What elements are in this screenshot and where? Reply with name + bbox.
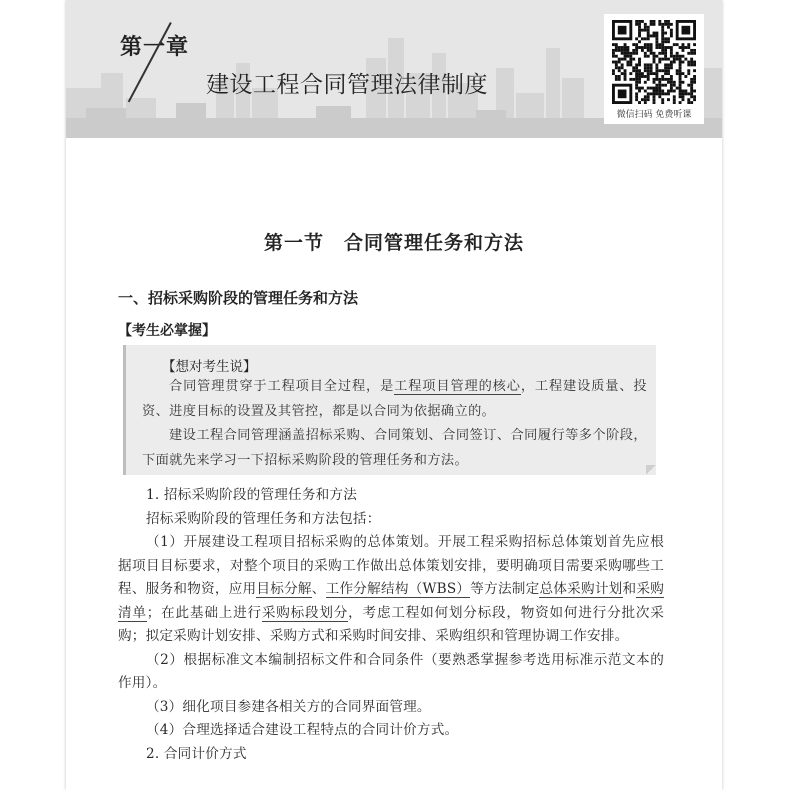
underlined-term: 工程项目管理的核心 (394, 379, 521, 394)
page-curl-corner (646, 465, 656, 475)
paragraph: （4）合理选择适合建设工程特点的合同计价方式。 (146, 722, 459, 738)
tip-box (123, 345, 656, 475)
qr-code-icon[interactable] (612, 20, 696, 104)
heading-must-master: 【考生必掌握】 (118, 323, 216, 339)
chapter-header (66, 0, 722, 138)
tip-paragraph: 合同管理贯穿于工程项目全过程，是工程项目管理的核心，工程建设质量、投资、进度目标的设置及其管控，都是以合同为依据确立的。 (142, 379, 647, 419)
tip-box-text (142, 375, 647, 473)
chapter-title: 建设工程合同管理法律制度 (206, 72, 488, 98)
body-text (118, 484, 664, 766)
paragraph: （3）细化项目参建各相关方的合同界面管理。 (146, 698, 431, 715)
tip-box-title: 【想对考生说】 (162, 359, 257, 375)
qr-code-panel[interactable] (604, 14, 704, 124)
book-page (66, 0, 722, 790)
paragraph: （2）根据标准文本编制招标文件和合同条件（要熟悉掌握参考选用标准示范文本的作用）。 (118, 651, 664, 691)
chapter-label: 第一章 (120, 35, 190, 60)
underlined-term: 工作分解结构（WBS） (325, 581, 471, 597)
underlined-term: 采购标段划分 (261, 604, 349, 621)
tip-paragraph: 建设工程合同管理涵盖招标采购、合同策划、合同签订、合同履行等多个阶段，下面就先来学习一下招标采购阶段的管理任务和方法。 (142, 428, 647, 468)
heading-level1: 一、招标采购阶段的管理任务和方法 (118, 289, 359, 307)
underlined-term: 采购清单 (118, 581, 665, 621)
item-intro: 招标采购阶段的管理任务和方法包括： (146, 510, 381, 527)
item-title: 2. 合同计价方式 (146, 745, 247, 762)
underlined-term: 目标分解 (256, 581, 312, 597)
underlined-term: 总体采购计划 (539, 581, 623, 597)
qr-caption: 微信扫码 免费听课 (616, 110, 692, 120)
section-title: 第一节 合同管理任务和方法 (263, 232, 524, 254)
paragraph: （1）开展建设工程项目招标采购的总体策划。开展工程采购招标总体策划首先应根据项目目标要求，对整个项目的采购工作做出总体策划安排，要明确项目需要采购哪些工程、服务和物资，应用目标分解、工作分解结构（WBS）等方法制定总体采购计划和采购清单；在此基础上进行采购标段划分，考虑工程如何划分标段，物资如何进行分批次采购；拟定采购计划安排、采购方式和采购时间安排、采购组织和管理协调工作安排。 (118, 534, 665, 644)
item-title: 1. 招标采购阶段的管理任务和方法 (146, 487, 358, 503)
